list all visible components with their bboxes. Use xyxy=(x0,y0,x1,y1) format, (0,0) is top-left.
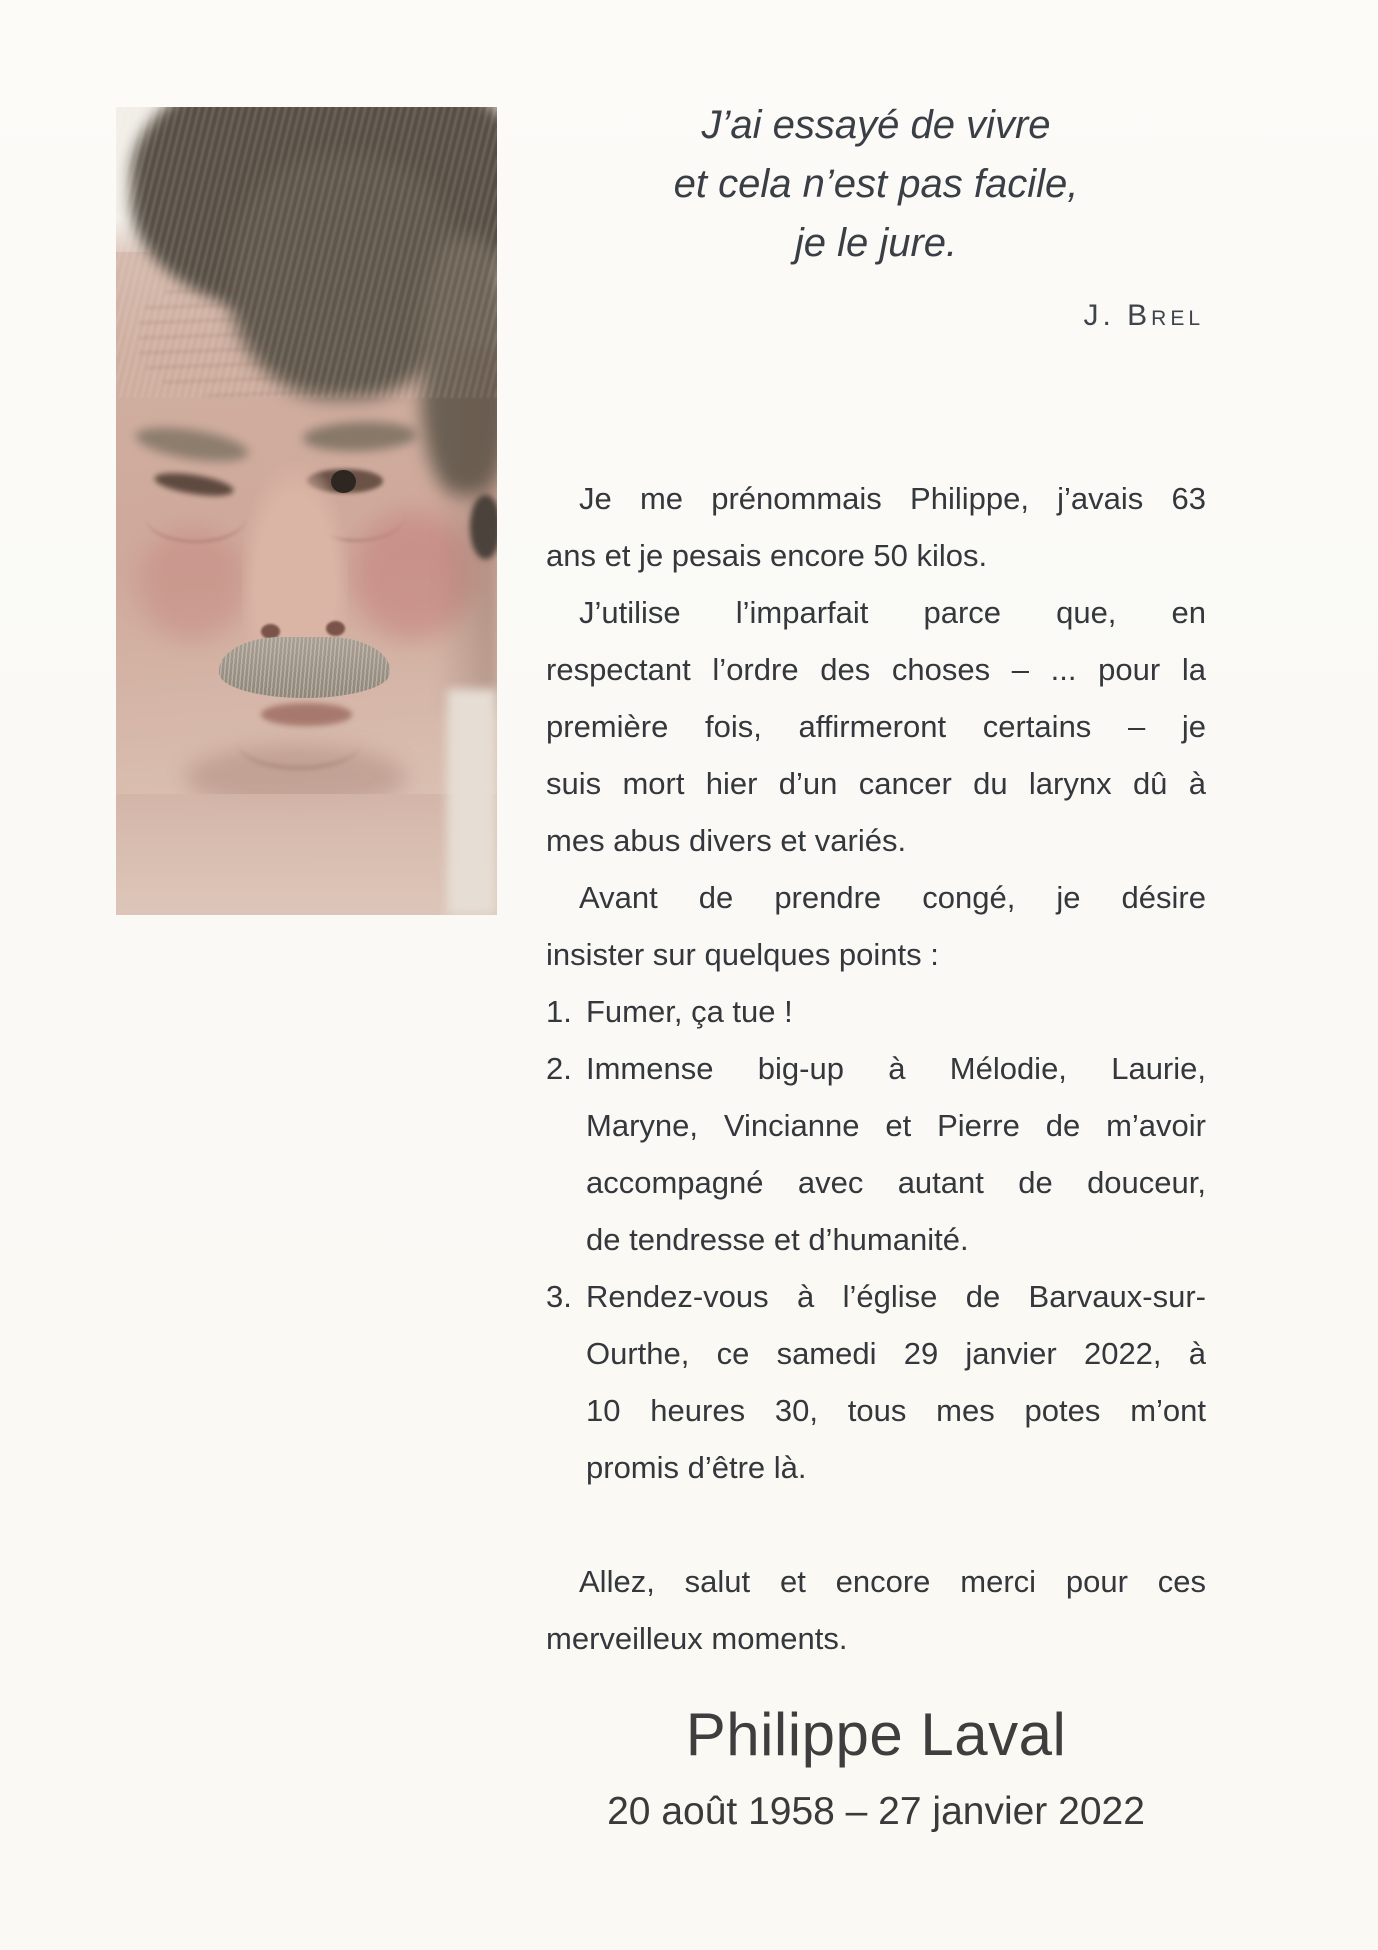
body-line: Avant de prendre congé, je désire xyxy=(579,880,1206,915)
body-line: 10 heures 30, tous mes potes m’ont xyxy=(586,1393,1206,1428)
body-line: Rendez-vous à l’église de Barvaux-sur- xyxy=(586,1279,1206,1314)
body-line: mes abus divers et variés. xyxy=(546,823,907,858)
body-line: promis d’être là. xyxy=(586,1450,807,1485)
photo-neck-chest xyxy=(116,794,497,915)
body-line: Ourthe, ce samedi 29 janvier 2022, à xyxy=(586,1336,1206,1371)
photo-background-bottom-right xyxy=(447,689,497,915)
body-line: suis mort hier d’un cancer du larynx dû à xyxy=(546,766,1206,801)
quote-lines xyxy=(546,96,1206,273)
body-line: Fumer, ça tue ! xyxy=(586,994,793,1029)
photo-cheek-left xyxy=(139,527,246,640)
body-line: accompagné avec autant de douceur, xyxy=(586,1165,1206,1200)
numbered-item xyxy=(546,1040,1206,1268)
body-line: insister sur quelques points : xyxy=(546,937,939,972)
quote-line: je le jure. xyxy=(794,221,958,265)
body-line: de tendresse et d’humanité. xyxy=(586,1222,969,1257)
photo-forehead-wrinkles xyxy=(139,277,375,398)
list-number: 2. xyxy=(546,1051,572,1086)
quote-line: J’ai essayé de vivre xyxy=(701,103,1051,147)
photo-mustache-texture xyxy=(219,637,390,698)
epigraph-quote xyxy=(546,96,1206,345)
body-line: Immense big-up à Mélodie, Laurie, xyxy=(586,1051,1206,1086)
body-line: J’utilise l’imparfait parce que, en xyxy=(579,595,1206,630)
portrait-photo xyxy=(116,107,497,915)
body-line: merveilleux moments. xyxy=(546,1621,848,1656)
body-paragraph xyxy=(546,584,1206,869)
body-line: première fois, affirmeront certains – je xyxy=(546,709,1206,744)
body-line: Je me prénommais Philippe, j’avais 63 xyxy=(579,481,1206,516)
quote-attribution: J. Brel xyxy=(1083,299,1204,332)
body-line: Allez, salut et encore merci pour ces xyxy=(579,1564,1206,1599)
deceased-dates: 20 août 1958 – 27 janvier 2022 xyxy=(607,1790,1145,1833)
list-number: 3. xyxy=(546,1279,572,1314)
photo-ear-shadow xyxy=(470,495,497,560)
obituary-body-text xyxy=(546,470,1206,1667)
list-number: 1. xyxy=(546,994,572,1029)
numbered-item xyxy=(546,983,1206,1040)
body-paragraph xyxy=(546,869,1206,983)
photo-nostril-right xyxy=(326,621,345,636)
quote-line: et cela n’est pas facile, xyxy=(673,162,1079,206)
numbered-item xyxy=(546,1268,1206,1496)
body-line: Maryne, Vincianne et Pierre de m’avoir xyxy=(586,1108,1206,1143)
body-paragraph xyxy=(546,470,1206,584)
body-paragraph xyxy=(546,1553,1206,1667)
body-line: respectant l’ordre des choses – ... pour la xyxy=(546,652,1206,687)
deceased-name: Philippe Laval xyxy=(685,1701,1067,1768)
body-line: ans et je pesais encore 50 kilos. xyxy=(546,538,988,573)
